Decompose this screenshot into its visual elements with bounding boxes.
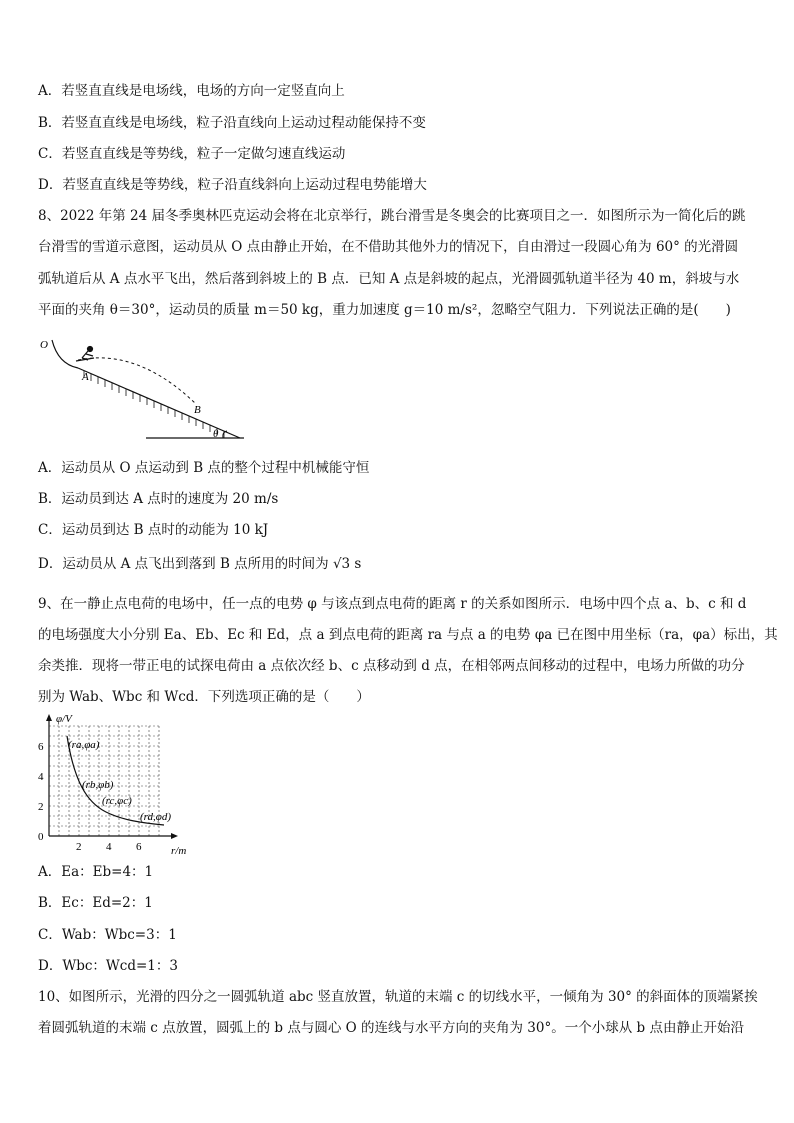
q8-ski-jump-figure [38,330,253,442]
q9-stem-line-3: 余类推．现将一带正电的试探电荷由 a 点依次经 b、c 点移动到 d 点，在相邻两点间移动的过程中，电场力所做的功分 [38,658,745,674]
ytick-6: 6 [38,741,44,753]
label-o: O [40,339,48,351]
q8-option-b: B．运动员到达 A 点时的速度为 20 m/s [38,491,279,507]
xtick-2: 2 [76,841,82,853]
x-axis-arrow [171,833,178,839]
label-a: A [82,371,89,383]
y-axis-arrow [46,714,52,721]
q9-stem-line-2: 的电场强度大小分别 Ea、Eb、Ec 和 Ed，点 a 到点电荷的距离 ra 与点 a 的电势 φa 已在图中用坐标（ra，φa）标出，其 [38,627,778,643]
xtick-6: 6 [136,841,142,853]
q8-option-c: C．运动员到达 B 点时的动能为 10 kJ [38,522,269,538]
q9-stem-line-4: 别为 Wab、Wbc 和 Wcd．下列选项正确的是（ ） [38,689,370,705]
q8-stem-line-2: 台滑雪的雪道示意图，运动员从 O 点由静止开始，在不借助其他外力的情况下，自由滑过一段圆心角为 60° 的光滑圆 [38,239,739,255]
q7-option-b: B．若竖直直线是电场线，粒子沿直线向上运动过程动能保持不变 [38,115,426,131]
q9-option-d: D．Wbc：Wcd=1：3 [38,958,178,974]
ytick-4: 4 [38,771,44,783]
q9-potential-graph [34,708,204,858]
xtick-4: 4 [106,841,112,853]
q9-option-b: B．Ec：Ed=2：1 [38,895,153,911]
q8-stem-line-4: 平面的夹角 θ＝30°，运动员的质量 m＝50 kg，重力加速度 g＝10 m/s²，忽略空气阻力．下列说法正确的是( ) [38,302,731,318]
label-theta: θ [213,428,219,440]
q7-option-c: C．若竖直直线是等势线，粒子一定做匀速直线运动 [38,146,346,162]
q10-stem-line-2: 着圆弧轨道的末端 c 点放置，圆弧上的 b 点与圆心 O 的连线与水平方向的夹角为 30°。一个小球从 b 点由静止开始沿 [38,1020,744,1036]
q7-option-d: D．若竖直直线是等势线，粒子沿直线斜向上运动过程电势能增大 [38,177,427,193]
point-b-label: (rb,φb) [82,779,114,791]
ytick-2: 2 [38,801,44,813]
point-a-label: (ra,φa) [68,739,100,751]
q8-option-d: D．运动员从 A 点飞出到落到 B 点所用的时间为 √3 s [38,556,362,572]
q9-stem-line-1: 9、在一静止点电荷的电场中，任一点的电势 φ 与该点到点电荷的距离 r 的关系如图所示．电场中四个点 a、b、c 和 d [38,596,747,612]
point-d-label: (rd,φd) [140,811,172,823]
q8-option-a: A．运动员从 O 点运动到 B 点的整个过程中机械能守恒 [38,460,370,476]
y-axis-label: φ/V [56,713,72,725]
q9-option-c: C．Wab：Wbc=3：1 [38,927,177,943]
x-axis-label: r/m [171,845,187,857]
q7-option-a: A．若竖直直线是电场线，电场的方向一定竖直向上 [38,83,345,99]
label-b: B [194,404,201,416]
skier-icon [76,347,94,362]
point-c-label: (rc,φc) [102,795,132,807]
q10-stem-line-1: 10、如图所示，光滑的四分之一圆弧轨道 abc 竖直放置，轨道的末端 c 的切线水平，一倾角为 30° 的斜面体的顶端紧挨 [38,989,758,1005]
trajectory-dashed [78,358,196,404]
q8-stem-line-1: 8、2022 年第 24 届冬季奥林匹克运动会将在北京举行，跳台滑雪是冬奥会的比赛项目之一．如图所示为一简化后的跳 [38,208,746,224]
q8-stem-line-3: 弧轨道后从 A 点水平飞出，然后落到斜坡上的 B 点．已知 A 点是斜坡的起点，光滑圆弧轨道半径为 40 m，斜坡与水 [38,271,740,287]
ytick-0: 0 [38,831,44,843]
q9-option-a: A．Ea：Eb=4：1 [38,864,154,880]
